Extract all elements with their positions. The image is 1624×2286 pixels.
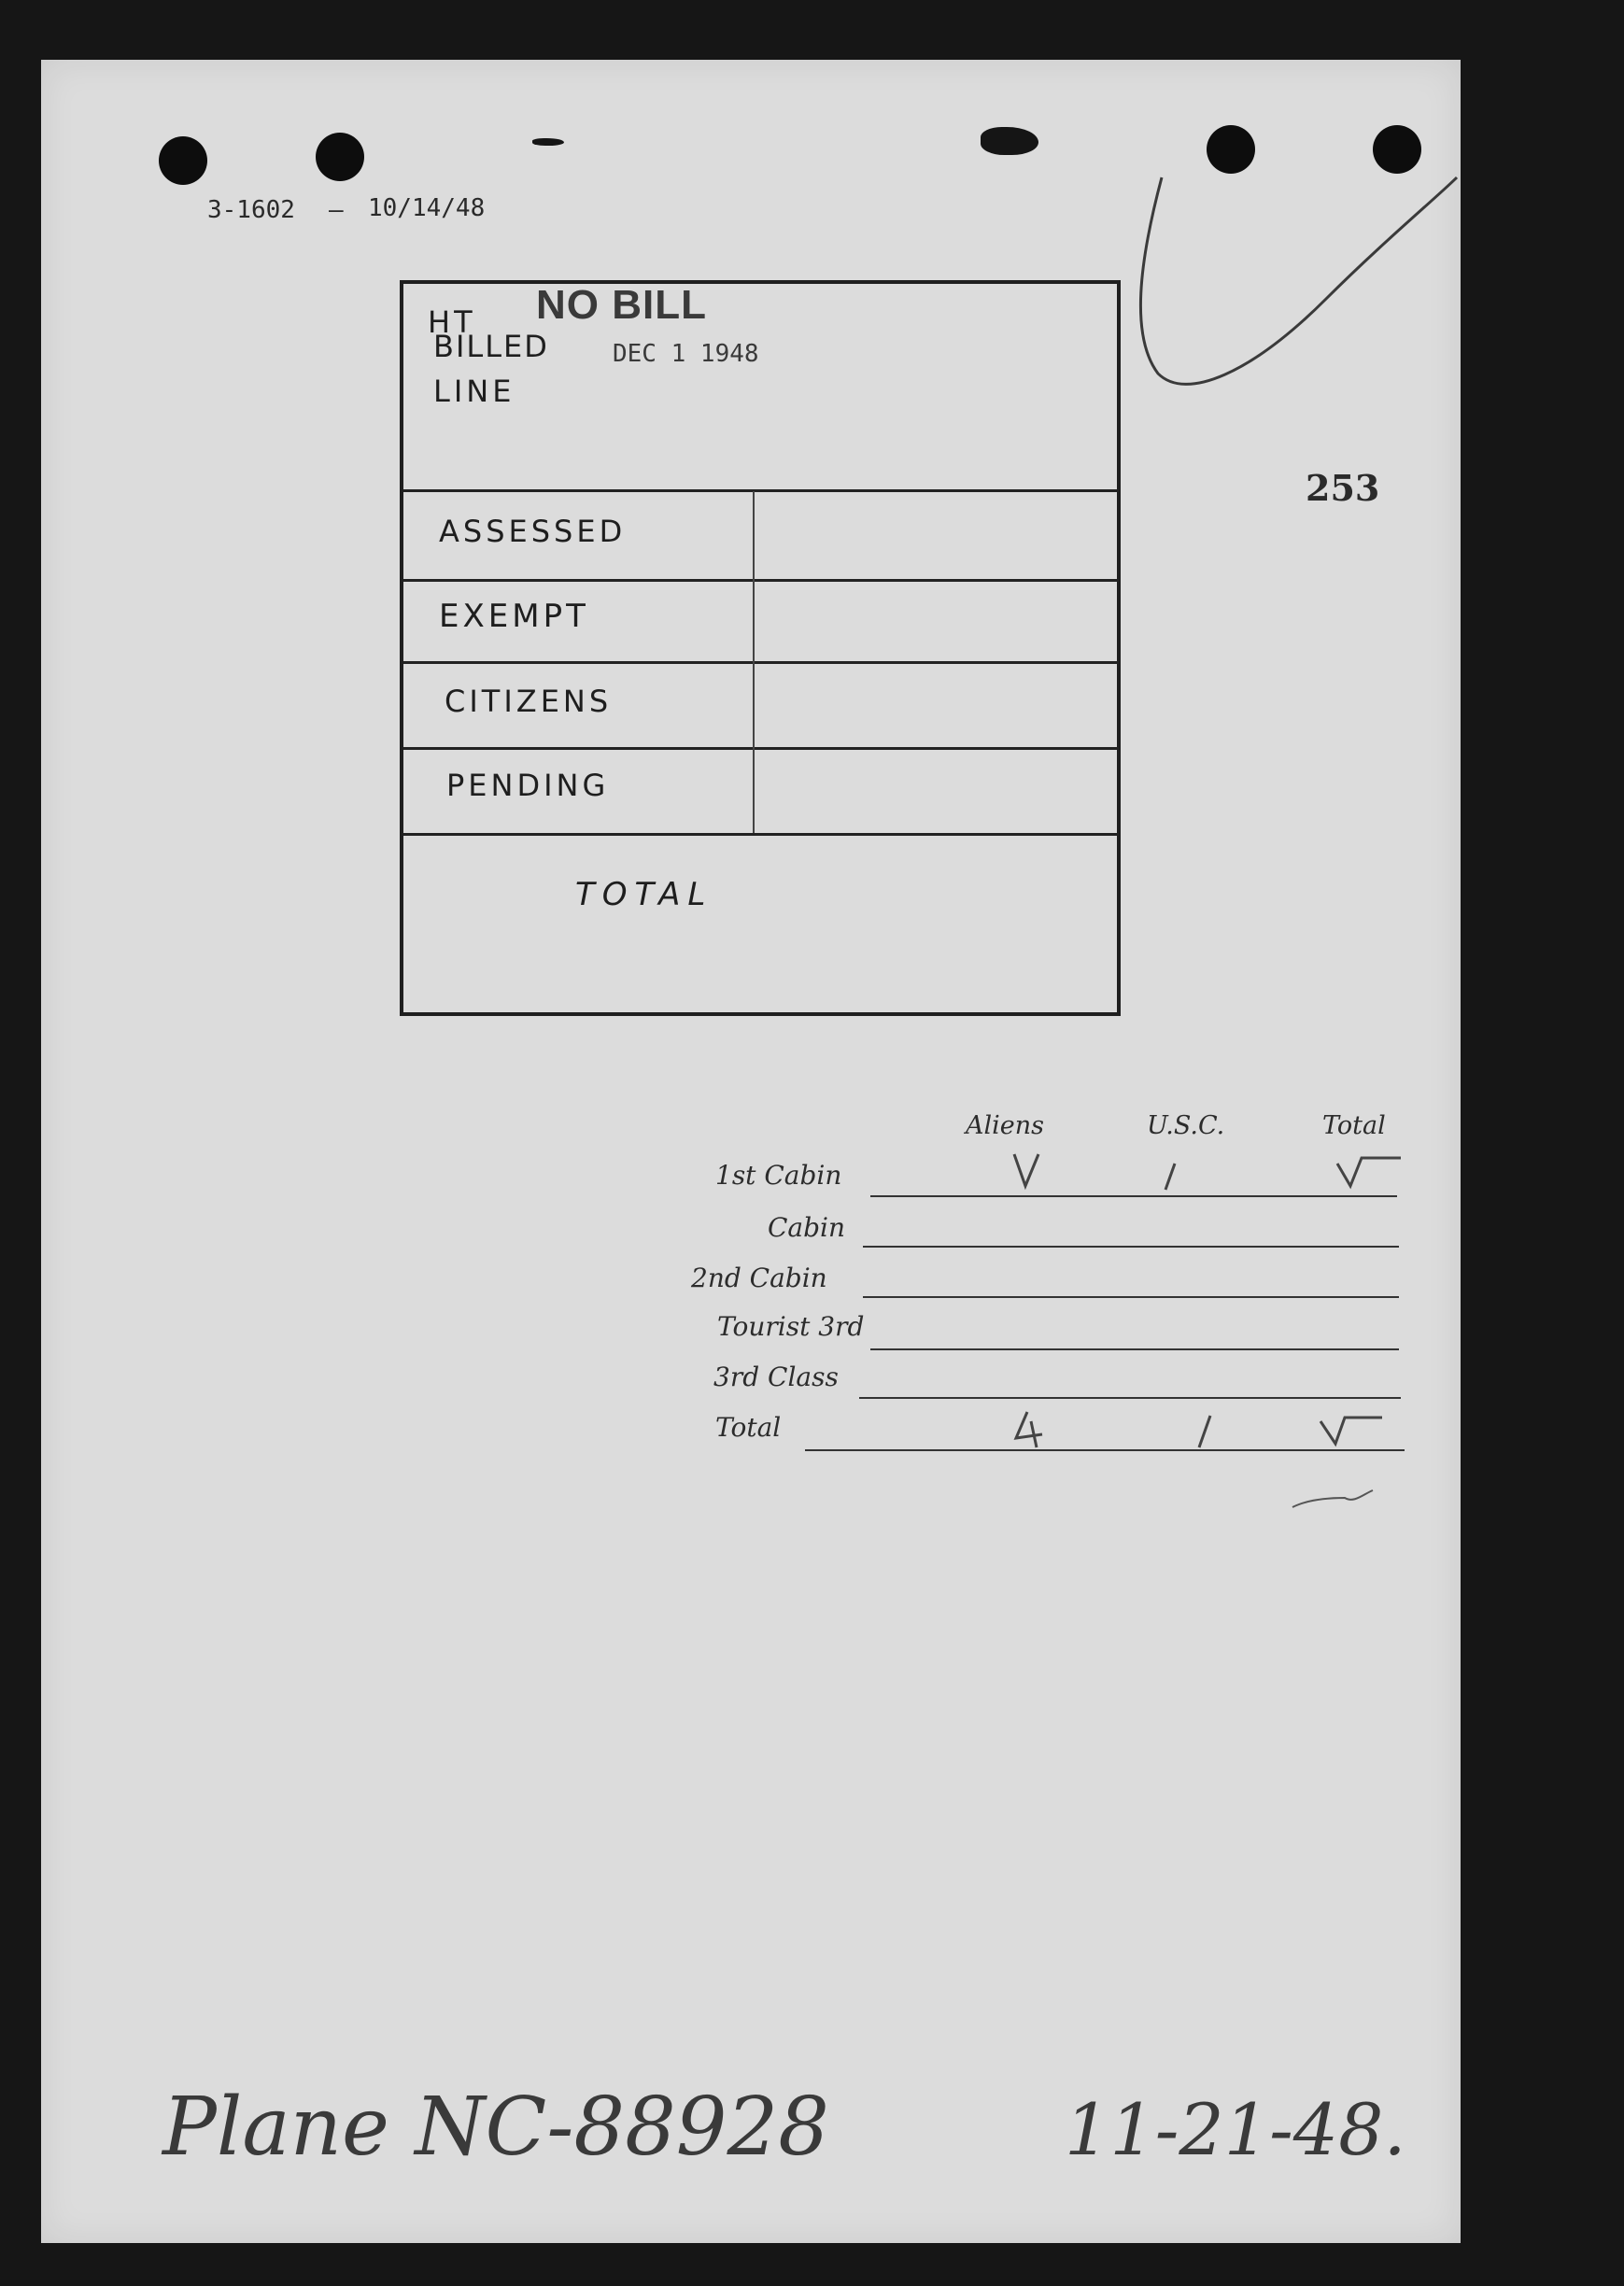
date-note: 11-21-48. <box>1065 2088 1406 2171</box>
tally-rule-3 <box>863 1296 1399 1298</box>
value-total-total <box>1326 1408 1347 1446</box>
plane-note: Plane NC-88928 <box>162 2081 829 2174</box>
form-number: 3-1602 <box>207 196 295 224</box>
value-total-usc <box>1201 1408 1222 1446</box>
stamp-date: DEC 1 1948 <box>613 340 759 368</box>
row-assessed: ASSESSED <box>439 514 627 549</box>
row-exempt: EXEMPT <box>439 598 589 635</box>
tally-label-2nd-cabin: 2nd Cabin <box>691 1263 827 1293</box>
tally-rule-2 <box>863 1246 1399 1248</box>
row-total: TOTAL <box>575 876 713 913</box>
row-pending: PENDING <box>446 768 610 803</box>
col-total: Total <box>1322 1111 1386 1140</box>
value-1st-cabin-aliens <box>1018 1154 1038 1192</box>
box-line-billed: BILLED <box>433 329 549 364</box>
no-bill-stamp: NO BILL <box>536 282 707 328</box>
box-column-divider <box>753 491 755 833</box>
box-divider-1 <box>403 489 1119 492</box>
tally-label-tourist: Tourist 3rd <box>717 1311 865 1342</box>
tally-rule-1 <box>870 1195 1397 1197</box>
form-date: 10/14/48 <box>368 194 486 222</box>
col-aliens: Aliens <box>966 1111 1044 1140</box>
tally-rule-5 <box>859 1397 1401 1399</box>
row-citizens: CITIZENS <box>445 684 613 719</box>
tally-rule-6 <box>805 1449 1405 1451</box>
value-1st-cabin-total <box>1345 1154 1365 1192</box>
value-total-aliens <box>1022 1408 1042 1446</box>
tally-label-1st-cabin: 1st Cabin <box>715 1160 842 1191</box>
box-divider-5 <box>403 833 1119 836</box>
box-line-ht: HT <box>428 304 476 340</box>
box-line-line: LINE <box>433 374 515 409</box>
box-divider-2 <box>403 579 1119 582</box>
col-usc: U.S.C. <box>1147 1111 1225 1140</box>
page-number: 253 <box>1306 467 1380 509</box>
tally-label-cabin: Cabin <box>768 1212 846 1243</box>
tally-label-total: Total <box>715 1412 782 1443</box>
form-dash: — <box>329 196 344 224</box>
tally-label-3rd-class: 3rd Class <box>713 1362 839 1392</box>
tally-rule-4 <box>870 1348 1399 1350</box>
value-1st-cabin-usc <box>1169 1154 1190 1192</box>
box-divider-4 <box>403 747 1119 750</box>
box-divider-3 <box>403 661 1119 664</box>
